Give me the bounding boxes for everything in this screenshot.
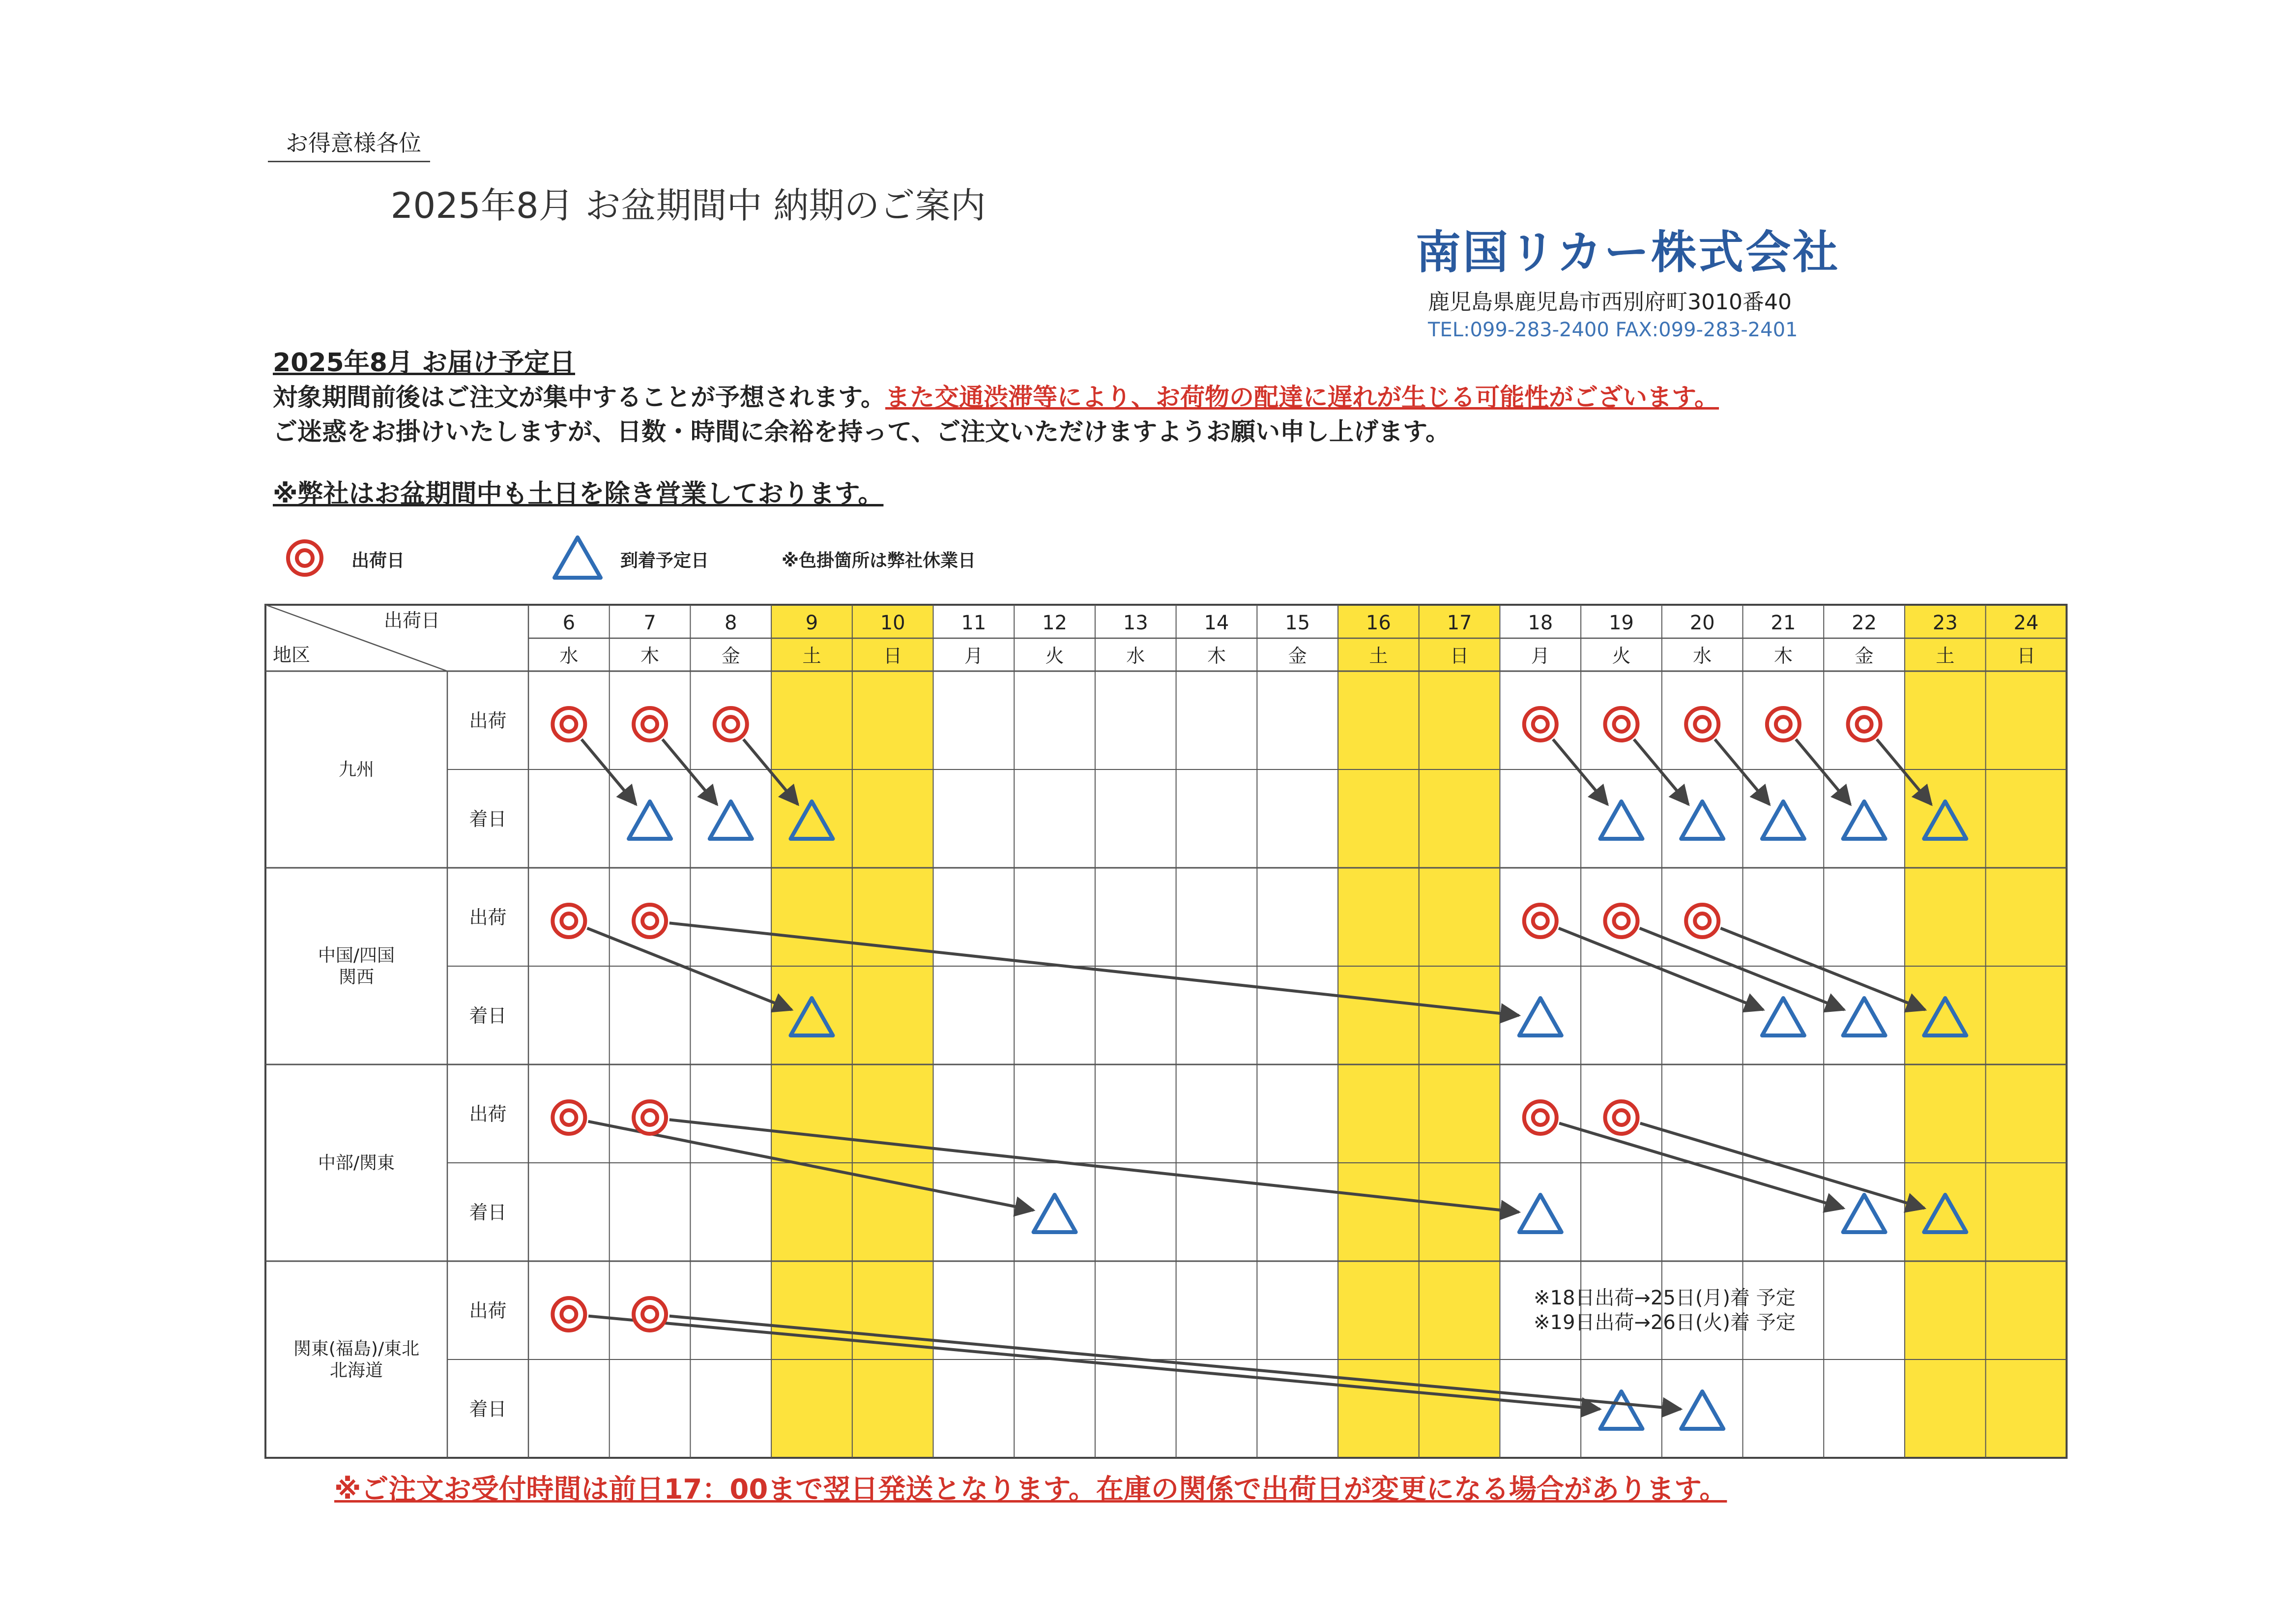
ship-day-marker-inner: [1614, 1110, 1628, 1125]
ship-day-marker-inner: [1695, 717, 1710, 732]
day-weekday: 金: [1288, 645, 1307, 667]
ship-day-marker-inner: [1533, 717, 1548, 732]
day-weekday: 火: [1045, 645, 1064, 667]
note-line: ※19日出荷→26日(火)着 予定: [1534, 1311, 1796, 1334]
arrival-day-marker: [1519, 998, 1562, 1035]
arrive-row-label: 着日: [469, 1202, 507, 1223]
region-name: 中部/関東: [318, 1153, 395, 1173]
day-date: 24: [2013, 612, 2039, 634]
day-weekday: 水: [1126, 645, 1145, 667]
ship-day-marker-inner: [1614, 914, 1628, 928]
day-date: 18: [1528, 612, 1553, 634]
day-date: 7: [643, 612, 656, 634]
day-date: 14: [1204, 612, 1229, 634]
day-weekday: 木: [1207, 645, 1226, 667]
company-tel-fax: TEL:099-283-2400 FAX:099-283-2401: [1428, 319, 1798, 341]
day-date: 9: [805, 612, 818, 634]
day-weekday: 水: [559, 645, 579, 667]
region-name: 九州: [338, 760, 375, 780]
ship-day-marker-inner: [561, 1307, 576, 1322]
ship-day-marker-inner: [1695, 914, 1710, 928]
arrival-day-marker: [1519, 1195, 1562, 1232]
day-weekday: 土: [802, 645, 821, 667]
holiday-column: [1905, 605, 1986, 1458]
day-weekday: 日: [1450, 645, 1469, 667]
day-weekday: 日: [2016, 645, 2035, 667]
delivery-arrow: [1796, 739, 1851, 805]
holiday-column: [1986, 605, 2067, 1458]
day-date: 20: [1689, 612, 1715, 634]
delivery-arrow: [663, 739, 717, 805]
ship-day-marker-inner: [561, 1110, 576, 1125]
day-date: 8: [725, 612, 737, 634]
delivery-arrow: [1634, 739, 1688, 805]
day-date: 22: [1852, 612, 1877, 634]
page-title: 2025年8月 お盆期間中 納期のご案内: [390, 185, 986, 226]
ship-day-marker-inner: [724, 717, 738, 732]
note-line: ※18日出荷→25日(月)着 予定: [1534, 1287, 1796, 1309]
day-date: 11: [961, 612, 987, 634]
intro-text: 対象期間前後はご注文が集中することが予想されます。: [273, 383, 885, 412]
holiday-column: [1338, 605, 1419, 1458]
delivery-arrow: [1559, 1123, 1843, 1208]
delivery-arrow: [1640, 1123, 1924, 1208]
ship-day-marker-inner: [1776, 717, 1791, 732]
day-date: 16: [1366, 612, 1391, 634]
arrive-row-label: 着日: [469, 1005, 507, 1027]
ship-day-marker-inner: [1857, 717, 1872, 732]
arrival-day-marker: [1762, 801, 1804, 839]
region-name: 関東(福島)/東北: [293, 1339, 420, 1359]
schedule-subtitle: 2025年8月 お届け予定日: [273, 348, 576, 378]
arrive-row-label: 着日: [469, 1398, 507, 1420]
company-logo: 南国リカー株式会社: [1416, 226, 1840, 279]
region-name: 北海道: [329, 1360, 383, 1381]
legend-ship-label: 出荷日: [351, 551, 405, 571]
region-name: 中国/四国: [318, 945, 395, 966]
delivery-arrow: [587, 928, 792, 1010]
ship-day-marker-inner: [642, 1307, 657, 1322]
day-date: 6: [562, 612, 576, 634]
arrival-day-marker: [1681, 801, 1723, 839]
ship-row-label: 出荷: [469, 1300, 507, 1322]
ship-row-label: 出荷: [469, 1103, 507, 1125]
legend-arrive-label: 到着予定日: [620, 551, 709, 571]
arrival-day-marker: [1843, 1195, 1886, 1232]
intro-line-2: ご迷惑をお掛けいたしますが、日数・時間に余裕を持って、ご注文いただけますようお願い申し上げます。: [273, 417, 1450, 446]
ship-row-label: 出荷: [469, 907, 507, 928]
order-cutoff-notice: ※ご注文お受付時間は前日17：00まで翌日発送となります。在庫の関係で出荷日が変更になる場合があります。: [334, 1474, 1727, 1506]
day-weekday: 金: [1855, 645, 1874, 667]
delivery-arrow: [1715, 739, 1770, 805]
delivery-arrow: [581, 739, 636, 805]
addressee: お得意様各位: [268, 125, 430, 162]
ship-day-marker-inner: [561, 717, 576, 732]
day-weekday: 月: [1531, 645, 1550, 667]
day-date: 17: [1447, 612, 1472, 634]
arrival-day-marker: [629, 801, 671, 839]
ship-day-marker-inner: [642, 717, 657, 732]
day-date: 15: [1285, 612, 1310, 634]
delay-warning: また交通渋滞等により、お荷物の配達に遅れが生じる可能性がございます。: [885, 383, 1719, 412]
region-name: 関西: [338, 967, 375, 987]
ship-day-marker-inner: [1533, 914, 1548, 928]
day-date: 12: [1042, 612, 1068, 634]
ship-day-marker-inner: [561, 914, 576, 928]
day-date: 13: [1123, 612, 1148, 634]
day-weekday: 日: [883, 645, 902, 667]
ship-row-label: 出荷: [469, 710, 507, 732]
arrival-day-marker: [1762, 998, 1804, 1035]
day-weekday: 火: [1612, 645, 1631, 667]
business-notice: ※弊社はお盆期間中も土日を除き営業しております。: [273, 479, 884, 509]
arrival-day-marker: [1600, 1391, 1642, 1429]
arrival-day-marker: [1600, 801, 1642, 839]
day-weekday: 木: [640, 645, 660, 667]
delivery-arrow: [1640, 928, 1844, 1010]
ship-day-marker-inner: [1614, 717, 1628, 732]
day-weekday: 土: [1936, 645, 1955, 667]
holiday-column: [852, 605, 933, 1458]
delivery-arrow: [1553, 739, 1607, 805]
day-date: 23: [1932, 612, 1958, 634]
arrival-day-marker: [1681, 1391, 1723, 1429]
arrival-day-marker: [1843, 998, 1886, 1035]
arrival-day-marker: [1843, 801, 1886, 839]
day-weekday: 水: [1693, 645, 1712, 667]
day-date: 10: [880, 612, 905, 634]
corner-ship-label: 出荷日: [383, 610, 440, 631]
day-date: 19: [1608, 612, 1634, 634]
legend-holiday-note: ※色掛箇所は弊社休業日: [782, 551, 976, 571]
ship-day-marker-inner: [1533, 1110, 1548, 1125]
day-weekday: 月: [964, 645, 983, 667]
corner-region-label: 地区: [273, 644, 311, 666]
company-address: 鹿児島県鹿児島市西別府町3010番40: [1428, 290, 1792, 315]
arrival-day-marker: [1034, 1195, 1076, 1232]
ship-day-marker-inner: [642, 914, 657, 928]
day-date: 21: [1771, 612, 1796, 634]
arrival-day-marker: [710, 801, 752, 839]
day-weekday: 金: [721, 645, 740, 667]
delivery-arrow: [1559, 928, 1763, 1010]
extra-delivery-notes: [1534, 1286, 1796, 1335]
delivery-arrow: [1720, 928, 1925, 1010]
day-weekday: 木: [1773, 645, 1793, 667]
arrive-row-label: 着日: [469, 808, 507, 830]
ship-day-marker-inner: [642, 1110, 657, 1125]
holiday-column: [1419, 605, 1500, 1458]
day-weekday: 土: [1369, 645, 1388, 667]
